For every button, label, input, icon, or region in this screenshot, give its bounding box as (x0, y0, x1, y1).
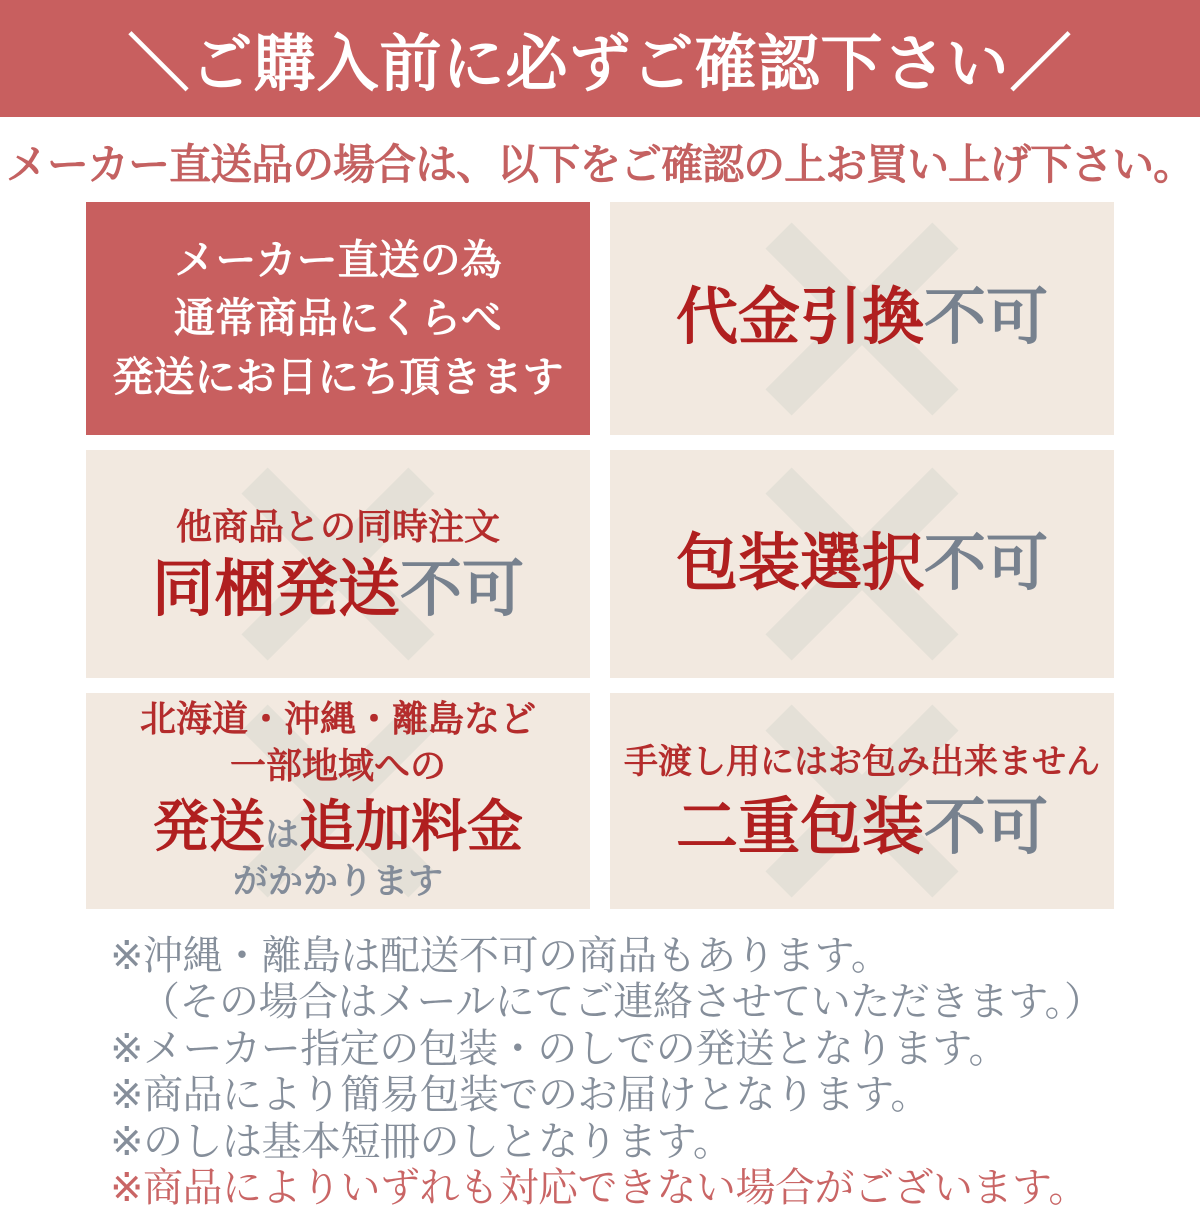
bundle-label (152, 556, 524, 624)
surcharge-tail: がかかります (232, 862, 443, 902)
wrapping-label-gray: 不可 (924, 528, 1049, 598)
surcharge-label-red1: 発送 (152, 794, 265, 858)
notice-line: メーカー直送の為 (174, 237, 502, 284)
wrapping-label-red: 包装選択 (675, 528, 924, 598)
bundle-content (152, 504, 524, 625)
notice-grid (86, 202, 1114, 909)
maker-direct-notice-box (86, 202, 590, 435)
double-wrap-label-red: 二重包装 (675, 793, 924, 862)
footnote-line: ※商品により簡易包装でのお届けとなります。 (110, 1073, 930, 1118)
footnotes (110, 933, 1200, 1211)
surcharge-particle: は (264, 815, 299, 854)
double-wrap-label-gray: 不可 (924, 793, 1049, 862)
surcharge-content (140, 696, 536, 906)
bundle-note: 他商品との同時注文 (175, 505, 500, 547)
surcharge-label-red2: 追加料金 (298, 794, 523, 858)
wrapping-selection-box (610, 450, 1114, 678)
surcharge-note2: 一部地域への (229, 744, 446, 786)
surcharge-label (140, 796, 536, 858)
double-wrap-label (624, 794, 1100, 862)
notice-line: 発送にお日にち頂きます (112, 353, 564, 400)
bundle-label-red: 同梱発送 (151, 555, 400, 625)
bundle-label-gray: 不可 (400, 555, 525, 625)
footnote-line: ※のしは基本短冊のしとなります。 (110, 1119, 733, 1164)
footnote-line-emphasis: ※商品によりいずれも対応できない場合がございます。 (110, 1165, 1088, 1210)
cod-label-red: 代金引換 (675, 283, 924, 353)
surcharge-note1: 北海道・沖縄・離島など (139, 697, 536, 739)
notice-line: 通常商品にくらべ (174, 295, 502, 342)
bundle-shipping-box (86, 450, 590, 678)
page-title: ＼ご購入前に必ずご確認下さい／ (127, 30, 1073, 99)
double-wrap-note: 手渡し用にはお包み出来ません (624, 742, 1100, 781)
header-banner (0, 0, 1200, 117)
footnote-line: ※メーカー指定の包装・のしでの発送となります。 (110, 1026, 1009, 1071)
subtitle-text: メーカー直送品の場合は、以下をご確認の上お買い上げ下さい。 (5, 141, 1195, 188)
double-wrap-box (610, 693, 1114, 909)
cod-label-gray: 不可 (924, 283, 1049, 353)
wrapping-label (676, 530, 1048, 598)
cod-label (676, 284, 1048, 352)
footnote-line: （その場合はメールにてご連絡させていただきます。） (140, 980, 1104, 1025)
double-wrap-content (624, 740, 1100, 862)
remote-area-surcharge-box (86, 693, 590, 909)
footnote-line: ※沖縄・離島は配送不可の商品もあります。 (110, 934, 891, 978)
cod-not-available-box (610, 202, 1114, 435)
